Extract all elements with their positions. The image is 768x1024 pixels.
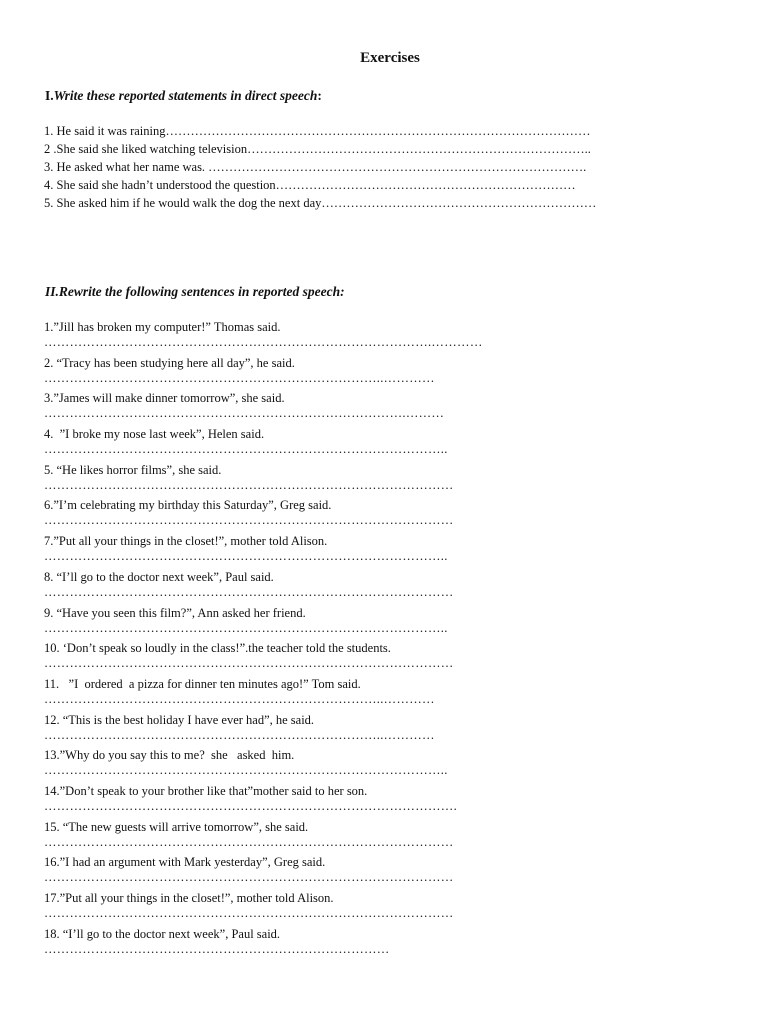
section-1-item: 1. He said it was raining…………………………………………………………………………………………	[44, 124, 591, 138]
answer-line: ……………………………………………………………………………….…………	[44, 336, 483, 349]
answer-line: ……………………………………………………………………………………	[44, 585, 454, 599]
page-title: Exercises	[360, 50, 420, 66]
exercise-item	[44, 782, 744, 818]
exercise-sentence: 5. “He likes horror films”, she said.	[44, 462, 222, 477]
exercise-item	[44, 425, 744, 461]
exercise-sentence: 10. ‘Don’t speak so loudly in the class!”.the teacher told the students.	[44, 641, 391, 656]
answer-line: ……………………………………………………………………………………	[44, 514, 454, 528]
exercise-sentence: 16.”I had an argument with Mark yesterday”, Greg said.	[44, 855, 326, 870]
exercise-sentence: 1.”Jill has broken my computer!” Thomas said.	[44, 320, 281, 334]
exercise-sentence: 15. “The new guests will arrive tomorrow”, she said.	[44, 819, 309, 834]
answer-line: ……………………………………………………………………………………	[44, 835, 454, 849]
section-1-list	[44, 122, 744, 212]
answer-line: …………………………………………………………………………………..	[44, 550, 448, 564]
answer-line: ……………………………………………………………………..…………	[44, 371, 435, 385]
answer-line: ……………………………………………………………………..…………	[44, 728, 435, 742]
exercise-sentence: 18. “I’ll go to the doctor next week”, Paul said.	[44, 926, 281, 941]
section-1-colon: :	[317, 88, 322, 103]
exercise-item	[44, 889, 744, 925]
exercise-sentence: 12. “This is the best holiday I have ever had”, he said.	[44, 712, 315, 727]
section-1-number: I.	[45, 88, 54, 103]
exercise-sentence: 9. “Have you seen this film?”, Ann asked her friend.	[44, 605, 306, 620]
answer-line: ……………………………………………………………………………………	[44, 657, 454, 671]
exercise-item	[44, 532, 744, 568]
exercise-item	[44, 318, 744, 354]
exercise-sentence: 17.”Put all your things in the closet!”, mother told Alison.	[44, 891, 334, 905]
exercise-sentence: 11. ”I ordered a pizza for dinner ten minutes ago!” Tom said.	[44, 676, 361, 691]
section-1-instruction: Write these reported statements in direct speech	[53, 88, 318, 103]
exercise-sentence: 4. ”I broke my nose last week”, Helen said.	[44, 427, 265, 442]
exercise-sentence: 7.”Put all your things in the closet!”, mother told Alison.	[44, 534, 328, 549]
exercise-sentence: 2. “Tracy has been studying here all day”, he said.	[44, 355, 295, 370]
section-1-item: 2 .She said she liked watching television………………………………………………………………………..	[44, 142, 591, 156]
exercise-item	[44, 746, 744, 782]
exercise-item	[44, 568, 744, 604]
exercise-item	[44, 675, 744, 711]
exercise-item	[44, 604, 744, 640]
exercise-sentence: 6.”I’m celebrating my birthday this Saturday”, Greg said.	[44, 498, 332, 513]
section-1-item: 4. She said she hadn’t understood the question………………………………………………………………	[44, 178, 576, 192]
section-2-heading: II.Rewrite the following sentences in reported speech:	[45, 284, 345, 299]
exercise-sentence: 14.”Don’t speak to your brother like that”mother said to her son.	[44, 783, 368, 798]
exercise-item	[44, 818, 744, 854]
exercise-item	[44, 354, 744, 390]
section-1-heading	[45, 88, 322, 104]
exercise-sentence: 13.”Why do you say this to me? she asked him.	[44, 748, 295, 763]
answer-line: …………………………………………………………………………………..	[44, 764, 448, 778]
answer-line: …………………………………………………………………………………..	[44, 621, 448, 635]
exercise-item	[44, 639, 744, 675]
exercise-item	[44, 496, 744, 532]
exercise-item	[44, 389, 744, 425]
exercise-sentence: 3.”James will make dinner tomorrow”, she said.	[44, 391, 285, 406]
answer-line: ………………………………………………………………………….………	[44, 407, 445, 421]
exercise-item	[44, 853, 744, 889]
exercise-item	[44, 711, 744, 747]
answer-line: …………………………………………………………………………………..	[44, 443, 448, 457]
exercise-item	[44, 925, 744, 961]
section-2-list	[44, 318, 744, 960]
answer-line: …………………………………………………………………………………….	[44, 799, 458, 813]
section-1-item: 5. She asked him if he would walk the dog the next day…………………………………………………………	[44, 196, 597, 210]
answer-line: ……………………………………………………………………………………	[44, 907, 454, 920]
section-1-item: 3. He asked what her name was. ……………………………………………………………………………….	[44, 160, 587, 174]
answer-line: ……………………………………………………………………………………	[44, 478, 454, 492]
exercise-sentence: 8. “I’ll go to the doctor next week”, Paul said.	[44, 569, 274, 584]
exercise-item	[44, 461, 744, 497]
answer-line: ……………………………………………………………………..…………	[44, 692, 435, 706]
answer-line: ………………………………………………………………………	[44, 942, 390, 956]
answer-line: ……………………………………………………………………………………	[44, 871, 454, 885]
